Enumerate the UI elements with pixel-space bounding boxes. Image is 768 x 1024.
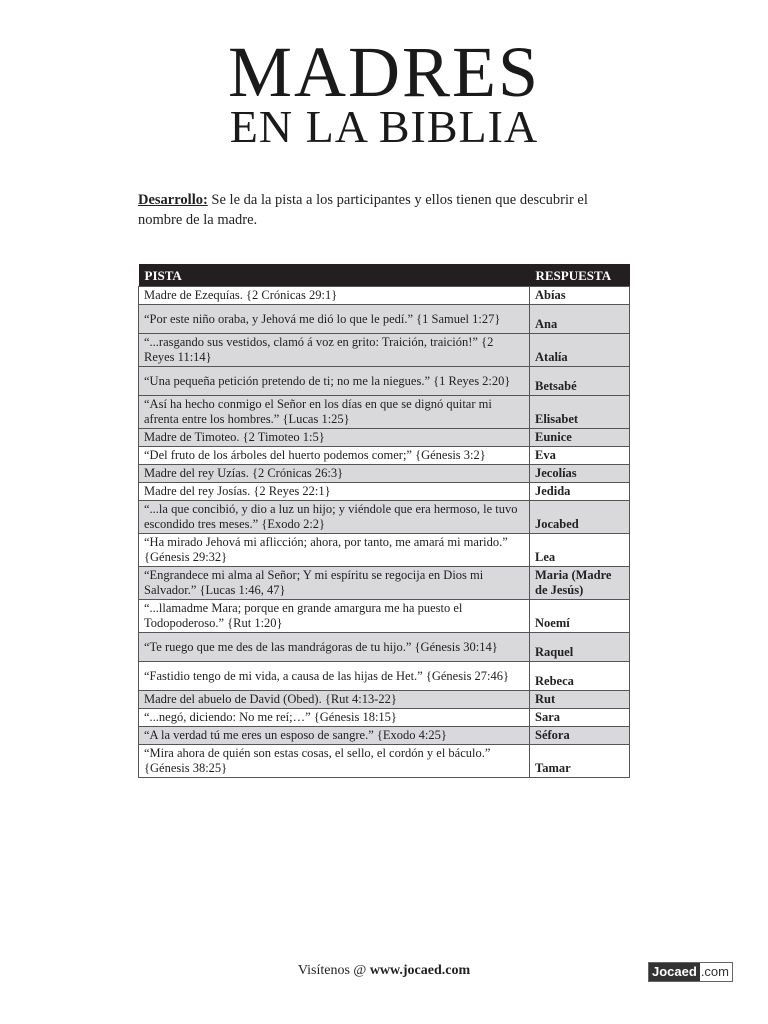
respuesta-cell: Tamar [530,745,630,778]
pista-cell: “A la verdad tú me eres un esposo de sangre.” {Exodo 4:25} [139,727,530,745]
respuesta-cell: Séfora [530,727,630,745]
respuesta-cell: Rut [530,691,630,709]
header-respuesta: RESPUESTA [530,264,630,287]
pista-cell: Madre de Timoteo. {2 Timoteo 1:5} [139,429,530,447]
table-row [139,447,630,465]
respuesta-cell: Maria (Madre de Jesús) [530,567,630,600]
table-row [139,727,630,745]
respuesta-cell: Sara [530,709,630,727]
table-row [139,691,630,709]
table-row [139,600,630,633]
pista-cell: “Te ruego que me des de las mandrágoras de tu hijo.” {Génesis 30:14} [139,633,530,662]
table-row [139,534,630,567]
page-subtitle: EN LA BIBLIA [229,101,539,152]
title-block [0,32,768,152]
pista-cell: Madre del rey Josías. {2 Reyes 22:1} [139,483,530,501]
respuesta-cell: Abías [530,287,630,305]
respuesta-cell: Jecolías [530,465,630,483]
table-row [139,745,630,778]
table-row [139,334,630,367]
logo-part-2: .com [700,963,732,981]
respuesta-cell: Lea [530,534,630,567]
pista-cell: “Del fruto de los árboles del huerto podemos comer;” {Génesis 3:2} [139,447,530,465]
footer-link[interactable]: www.jocaed.com [369,963,471,978]
pista-cell: “Una pequeña petición pretendo de ti; no me la niegues.” {1 Reyes 2:20} [139,367,530,396]
pista-cell: Madre de Ezequías. {2 Crónicas 29:1} [139,287,530,305]
respuesta-cell: Ana [530,305,630,334]
pista-cell: Madre del abuelo de David (Obed). {Rut 4:13-22} [139,691,530,709]
pista-cell: “Fastidio tengo de mi vida, a causa de las hijas de Het.” {Génesis 27:46} [139,662,530,691]
table-row [139,662,630,691]
table-row [139,287,630,305]
respuesta-cell: Elisabet [530,396,630,429]
pista-cell: “Por este niño oraba, y Jehová me dió lo que le pedí.” {1 Samuel 1:27} [139,305,530,334]
table-row [139,483,630,501]
respuesta-cell: Jedida [530,483,630,501]
table-row [139,305,630,334]
intro-text: Se le da la pista a los participantes y ellos tienen que descubrir el nombre de la madre. [138,192,588,228]
pista-cell: “Engrandece mi alma al Señor; Y mi espíritu se regocija en Dios mi Salvador.” {Lucas 1:46, 47} [139,567,530,600]
respuesta-cell: Betsabé [530,367,630,396]
pista-cell: Madre del rey Uzías. {2 Crónicas 26:3} [139,465,530,483]
respuesta-cell: Atalía [530,334,630,367]
intro-label: Desarrollo: [138,192,208,208]
table-header-row [139,264,630,287]
respuesta-cell: Rebeca [530,662,630,691]
table-row [139,465,630,483]
respuesta-cell: Eva [530,447,630,465]
pista-cell: “...rasgando sus vestidos, clamó á voz en grito: Traición, traición!” {2 Reyes 11:14} [139,334,530,367]
pista-cell: “...negó, diciendo: No me reí;…” {Génesis 18:15} [139,709,530,727]
jocaed-logo [648,962,733,982]
pista-cell: “Mira ahora de quién son estas cosas, el sello, el cordón y el báculo.” {Génesis 38:25} [139,745,530,778]
pista-cell: “Ha mirado Jehová mi aflicción; ahora, por tanto, me amará mi marido.” {Génesis 29:32} [139,534,530,567]
table-row [139,501,630,534]
table-row [139,709,630,727]
table-row [139,633,630,662]
clues-table [138,264,630,778]
table-row [139,396,630,429]
logo-part-1: Jocaed [649,963,700,981]
respuesta-cell: Eunice [530,429,630,447]
respuesta-cell: Noemí [530,600,630,633]
table-row [139,367,630,396]
table-row [139,567,630,600]
pista-cell: “...la que concibió, y dio a luz un hijo; y viéndole que era hermoso, le tuvo escondido tres meses.” {Exodo 2:2} [139,501,530,534]
header-pista: PISTA [139,264,530,287]
footer-text: Visítenos @ [297,963,370,978]
pista-cell: “...llamadme Mara; porque en grande amargura me ha puesto el Todopoderoso.” {Rut 1:20} [139,600,530,633]
respuesta-cell: Jocabed [530,501,630,534]
intro-paragraph [138,190,618,230]
page-title: MADRES [227,32,541,112]
respuesta-cell: Raquel [530,633,630,662]
table-row [139,429,630,447]
pista-cell: “Así ha hecho conmigo el Señor en los días en que se dignó quitar mi afrenta entre los hombres.” {Lucas 1:25} [139,396,530,429]
